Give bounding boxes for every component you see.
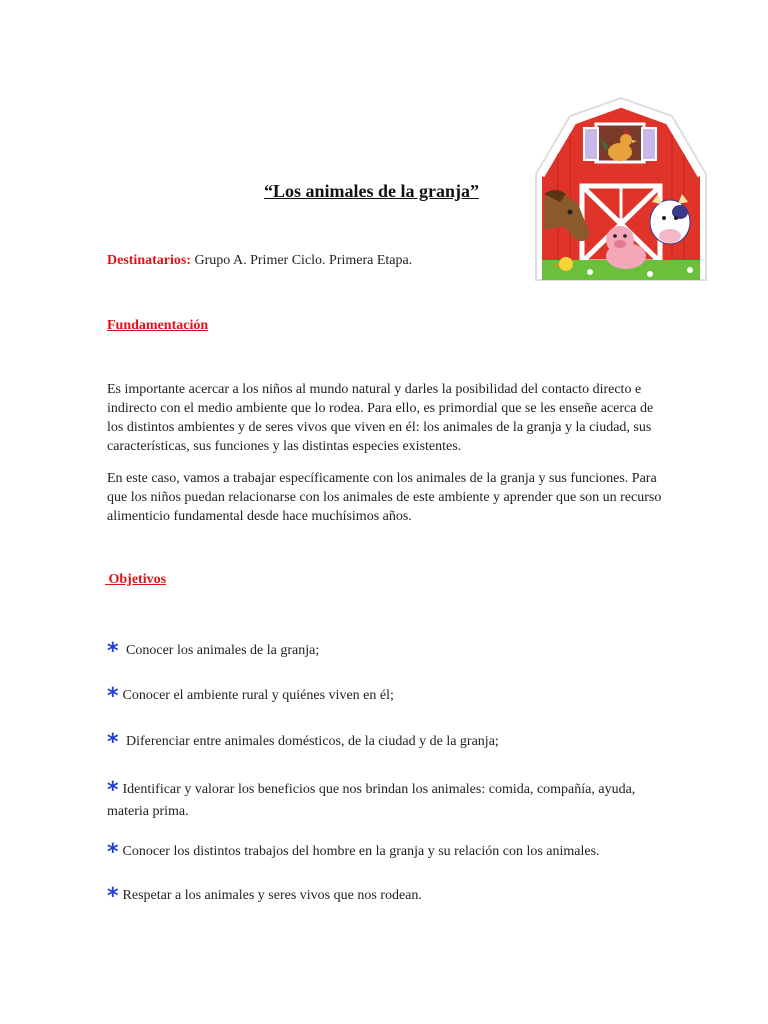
bullet-star-icon: *: [107, 778, 119, 803]
bullet-star-icon: *: [107, 639, 119, 664]
bullet-star-icon: *: [107, 840, 119, 865]
barn-illustration-icon: [530, 94, 712, 288]
objective-item: [107, 779, 647, 822]
bullet-star-icon: *: [107, 730, 119, 755]
objective-item: [107, 841, 647, 863]
objective-text: Conocer el ambiente rural y quiénes viven en él;: [122, 688, 394, 703]
objective-text: Identificar y valorar los beneficios que nos brindan los animales: comida, compañía, ayuda, materia prima.: [107, 782, 636, 819]
objective-text: Conocer los distintos trabajos del hombre en la granja y su relación con los animales.: [122, 844, 600, 859]
paragraph-1: Es importante acercar a los niños al mundo natural y darles la posibilidad del contacto directo e indirecto con el medio ambiente que lo rodea. Para ello, es primordial que se les enseñe acerca de los distintos ambientes y de seres vivos que viven en él: los animales de la granja y la ciudad, sus características, sus funciones y las distintas especies existentes.: [107, 382, 654, 454]
objective-text: Conocer los animales de la granja;: [122, 643, 320, 658]
fundamentacion-heading: Fundamentación: [107, 318, 209, 333]
recipients-value: Grupo A. Primer Ciclo. Primera Etapa.: [191, 253, 413, 268]
objective-text: Respetar a los animales y seres vivos que nos rodean.: [122, 888, 422, 903]
objective-item: [107, 640, 647, 662]
recipients-label: Destinatarios:: [107, 253, 191, 268]
objective-text: Diferenciar entre animales domésticos, de la ciudad y de la granja;: [122, 734, 499, 749]
objective-item: [107, 731, 647, 753]
objective-item: [107, 685, 647, 707]
document-title: “Los animales de la granja”: [264, 181, 480, 201]
objective-item: [107, 885, 647, 907]
bullet-star-icon: *: [107, 684, 119, 709]
objetivos-heading: Objetivos: [105, 572, 167, 587]
paragraph-2: En este caso, vamos a trabajar específicamente con los animales de la granja y sus funciones. Para que los niños puedan relacionarse con los animales de este ambiente y aprender que son un recurso alimenticio fundamental desde hace muchísimos años.: [107, 471, 662, 524]
recipients-line: [107, 253, 412, 269]
bullet-star-icon: *: [107, 884, 119, 909]
